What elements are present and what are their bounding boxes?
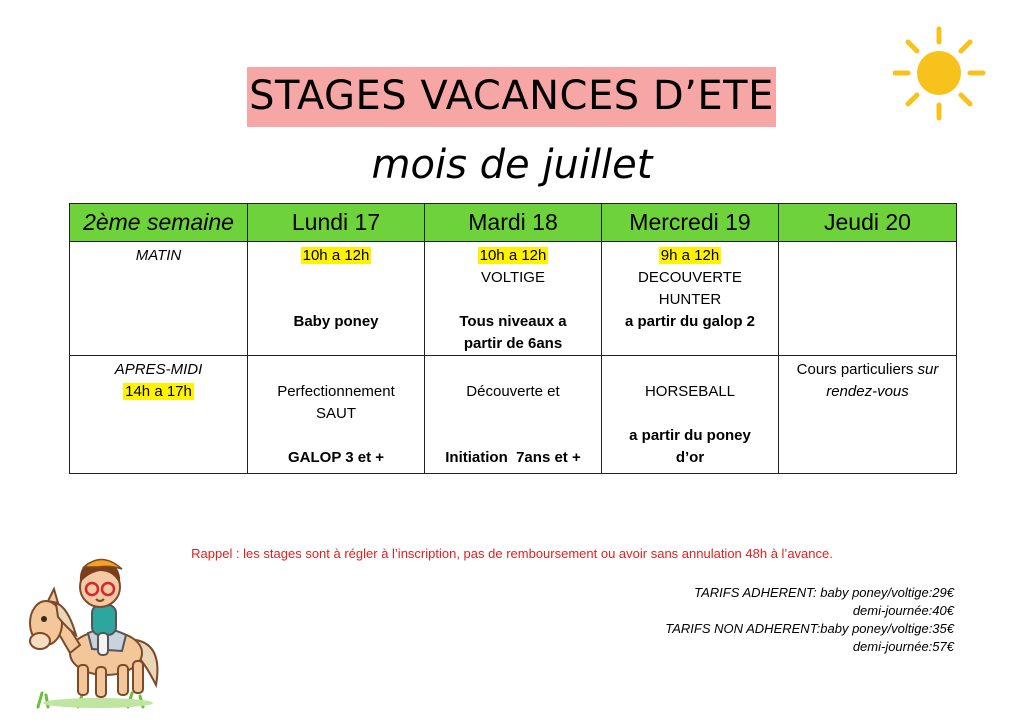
apres-midi-lundi-line2: SAUT <box>315 405 356 422</box>
matin-mardi-time: 10h a 12h <box>479 247 547 264</box>
tarifs-block <box>665 584 954 656</box>
tarif-line-2: demi-journée:40€ <box>852 603 954 618</box>
apres-midi-mardi-line1: Découverte et <box>466 383 560 400</box>
header-week: 2ème semaine <box>70 204 248 242</box>
page-title: STAGES VACANCES D’ETE <box>249 73 774 119</box>
apres-midi-mercredi-cell <box>602 356 779 474</box>
matin-label: MATIN <box>135 247 182 264</box>
matin-label-cell <box>70 242 248 356</box>
tarif-line-3: TARIFS NON ADHERENT:baby poney/voltige:35€ <box>665 621 954 636</box>
apres-midi-time: 14h a 17h <box>125 383 192 400</box>
matin-lundi-cell <box>248 242 425 356</box>
apres-midi-label: APRES-MIDI <box>114 361 203 378</box>
apres-midi-lundi-activity: GALOP 3 et + <box>287 449 384 466</box>
table-header-row <box>70 204 957 242</box>
matin-mercredi-time: 9h a 12h <box>660 247 720 264</box>
header-mardi: Mardi 18 <box>425 204 602 242</box>
apres-midi-jeudi-text: Cours particuliers <box>796 361 918 378</box>
header-lundi: Lundi 17 <box>248 204 425 242</box>
sun-icon <box>893 25 993 125</box>
apres-midi-lundi-line1: Perfectionnement <box>277 383 395 400</box>
apres-midi-mercredi-activity-2: d’or <box>675 449 705 466</box>
matin-jeudi-cell <box>779 242 957 356</box>
matin-mardi-activity-1: Tous niveaux a <box>459 313 567 330</box>
apres-midi-label-cell <box>70 356 248 474</box>
tarif-line-4: demi-journée:57€ <box>852 639 954 654</box>
matin-mardi-cell <box>425 242 602 356</box>
matin-mardi-activity-2: partir de 6ans <box>463 335 563 352</box>
tarif-line-1: TARIFS ADHERENT: baby poney/voltige:29€ <box>694 585 954 600</box>
matin-mercredi-cell <box>602 242 779 356</box>
matin-lundi-activity: Baby poney <box>293 313 379 330</box>
matin-mercredi-activity: a partir du galop 2 <box>624 313 756 330</box>
table-row-matin <box>70 242 957 356</box>
apres-midi-jeudi-italic: sur <box>917 361 939 378</box>
apres-midi-mercredi-line1: HORSEBALL <box>644 383 736 400</box>
child-on-pony-illustration <box>18 545 168 710</box>
apres-midi-lundi-cell <box>248 356 425 474</box>
title-banner <box>247 67 776 127</box>
matin-mardi-voltige: VOLTIGE <box>481 269 545 286</box>
apres-midi-jeudi-line2: rendez-vous <box>826 383 909 400</box>
apres-midi-mercredi-activity-1: a partir du poney <box>629 427 751 444</box>
header-jeudi: Jeudi 20 <box>779 204 957 242</box>
table-row-apres-midi <box>70 356 957 474</box>
matin-mercredi-line1: DECOUVERTE <box>638 269 742 286</box>
schedule-table <box>69 203 957 474</box>
apres-midi-mardi-cell <box>425 356 602 474</box>
matin-mercredi-line2: HUNTER <box>658 291 722 308</box>
header-mercredi: Mercredi 19 <box>602 204 779 242</box>
page-subtitle: mois de juillet <box>371 142 653 188</box>
apres-midi-mardi-activity: Initiation 7ans et + <box>445 449 581 466</box>
matin-lundi-time: 10h a 12h <box>302 247 370 264</box>
apres-midi-jeudi-cell <box>779 356 957 474</box>
reminder-note: Rappel : les stages sont à régler à l’inscription, pas de remboursement ou avoir sans annulation 48h à l’avance. <box>191 546 833 561</box>
